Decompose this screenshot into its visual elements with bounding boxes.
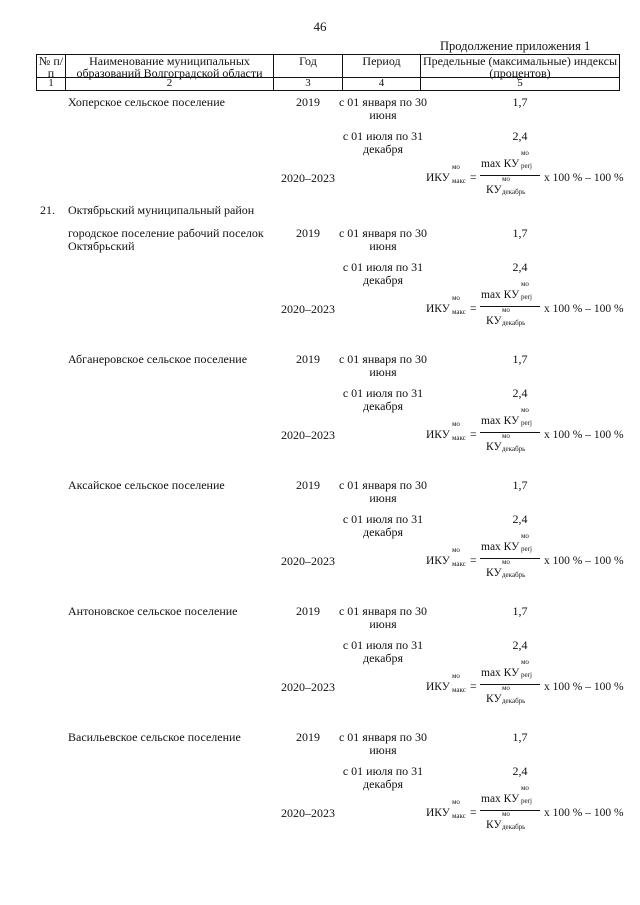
table-row-period-first-half: с 01 января по 30 июня (338, 730, 428, 757)
table-row-index-second-half: 2,4 (512, 386, 528, 400)
table-row-year: 2019 (296, 604, 320, 618)
table-row-index-second-half: 2,4 (512, 638, 528, 652)
table-row-name: Аксайское сельское поселение (68, 478, 225, 492)
header-num-5: 5 (517, 77, 523, 89)
table-row-period-first-half: с 01 января по 30 июня (338, 478, 428, 505)
table-row-name: Антоновское сельское поселение (68, 604, 238, 618)
formula-equals: = (470, 429, 477, 441)
formula-denominator: КУ мо декабрь (486, 432, 526, 453)
table-row-year: 2019 (296, 730, 320, 744)
formula-lhs: ИКУ мо макс (426, 546, 466, 568)
formula-tail: x 100 % – 100 % (544, 172, 624, 184)
formula-tail: x 100 % – 100 % (544, 303, 624, 315)
table-row-year: 2019 (296, 95, 320, 109)
table-row-period-first-half: с 01 января по 30 июня (338, 95, 428, 122)
table-row-index-second-half: 2,4 (512, 129, 528, 143)
formula-numerator: max КУ мо perj (481, 784, 532, 805)
header-num-1: 1 (48, 77, 54, 89)
formula-numerator: max КУ мо perj (481, 149, 532, 170)
formula-tail: x 100 % – 100 % (544, 681, 624, 693)
table-row-period-first-half: с 01 января по 30 июня (338, 226, 428, 253)
table-row-period-second-half: с 01 июля по 31 декабря (342, 260, 424, 287)
formula-lhs: ИКУ мо макс (426, 294, 466, 316)
formula-equals: = (470, 303, 477, 315)
table-row-index-second-half: 2,4 (512, 764, 528, 778)
formula-fraction-bar (480, 306, 540, 307)
table-row-index-first-half: 1,7 (512, 95, 528, 109)
table-row-period-second-half: с 01 июля по 31 декабря (342, 764, 424, 791)
table-row-index-first-half: 1,7 (512, 226, 528, 240)
header-num-3: 3 (305, 77, 311, 89)
formula-lhs: ИКУ мо макс (426, 798, 466, 820)
table-row-index-second-half: 2,4 (512, 512, 528, 526)
district-name: Октябрьский муниципальный район (68, 203, 255, 217)
index-formula (426, 280, 624, 327)
formula-fraction-bar (480, 175, 540, 176)
formula-denominator: КУ мо декабрь (486, 175, 526, 196)
table-row-index-first-half: 1,7 (512, 478, 528, 492)
formula-equals: = (470, 807, 477, 819)
table-row-period-second-half: с 01 июля по 31 декабря (342, 386, 424, 413)
formula-tail: x 100 % – 100 % (544, 555, 624, 567)
table-row-period-second-half: с 01 июля по 31 декабря (342, 638, 424, 665)
table-row-period-second-half: с 01 июля по 31 декабря (342, 129, 424, 156)
formula-numerator: max КУ мо perj (481, 532, 532, 553)
table-row-name: Хоперское сельское поселение (68, 95, 225, 109)
formula-denominator: КУ мо декабрь (486, 558, 526, 579)
continuation-label: Продолжение приложения 1 (440, 39, 591, 53)
formula-fraction-bar (480, 432, 540, 433)
formula-lhs: ИКУ мо макс (426, 672, 466, 694)
header-col-indexes: Предельные (максимальные) индексы (процентов) (422, 54, 618, 80)
formula-equals: = (470, 681, 477, 693)
header-col-period: Период (362, 54, 401, 68)
table-row-year-range: 2020–2023 (281, 302, 335, 316)
table-row-year-range: 2020–2023 (281, 428, 335, 442)
table-row-year: 2019 (296, 352, 320, 366)
formula-lhs: ИКУ мо макс (426, 420, 466, 442)
table-row-year-range: 2020–2023 (281, 680, 335, 694)
index-formula (426, 532, 624, 579)
page-number: 46 (313, 19, 327, 34)
index-formula (426, 149, 624, 196)
header-num-2: 2 (166, 77, 173, 89)
formula-fraction-bar (480, 558, 540, 559)
table-row-period-second-half: с 01 июля по 31 декабря (342, 512, 424, 539)
table-row-year: 2019 (296, 478, 320, 492)
header-col-name: Наименование муниципальных образований Волгоградской области (76, 54, 263, 80)
table-row-index-first-half: 1,7 (512, 730, 528, 744)
header-num-4: 4 (378, 77, 385, 89)
table-row-name: Абганеровское сельское поселение (68, 352, 248, 366)
table-row-name: Васильевское сельское поселение (68, 730, 241, 744)
table-header-bottom (36, 90, 620, 91)
table-row-year-range: 2020–2023 (281, 806, 335, 820)
index-formula (426, 406, 624, 453)
formula-denominator: КУ мо декабрь (486, 684, 526, 705)
formula-fraction-bar (480, 684, 540, 685)
formula-lhs: ИКУ мо макс (426, 163, 466, 185)
table-row-index-first-half: 1,7 (512, 604, 528, 618)
formula-fraction-bar (480, 810, 540, 811)
header-col-number: № п/п (38, 54, 64, 80)
formula-tail: x 100 % – 100 % (544, 807, 624, 819)
table-row-period-first-half: с 01 января по 30 июня (338, 352, 428, 379)
table-row-period-first-half: с 01 января по 30 июня (338, 604, 428, 631)
table-row-year: 2019 (296, 226, 320, 240)
formula-numerator: max КУ мо perj (481, 658, 532, 679)
table-row-index-first-half: 1,7 (512, 352, 528, 366)
table-row-name: городское поселение рабочий поселок Октябрьский (68, 226, 264, 253)
formula-denominator: КУ мо декабрь (486, 306, 526, 327)
formula-numerator: max КУ мо perj (481, 280, 532, 301)
formula-equals: = (470, 555, 477, 567)
index-formula (426, 784, 624, 831)
index-formula (426, 658, 624, 705)
formula-numerator: max КУ мо perj (481, 406, 532, 427)
table-row-year-range: 2020–2023 (281, 171, 335, 185)
header-col-year: Год (299, 54, 317, 68)
table-row-year-range: 2020–2023 (281, 554, 335, 568)
table-border-right (619, 54, 620, 90)
table-row-index-second-half: 2,4 (512, 260, 528, 274)
formula-denominator: КУ мо декабрь (486, 810, 526, 831)
formula-equals: = (470, 172, 477, 184)
formula-tail: x 100 % – 100 % (544, 429, 624, 441)
district-number: 21. (40, 203, 55, 217)
